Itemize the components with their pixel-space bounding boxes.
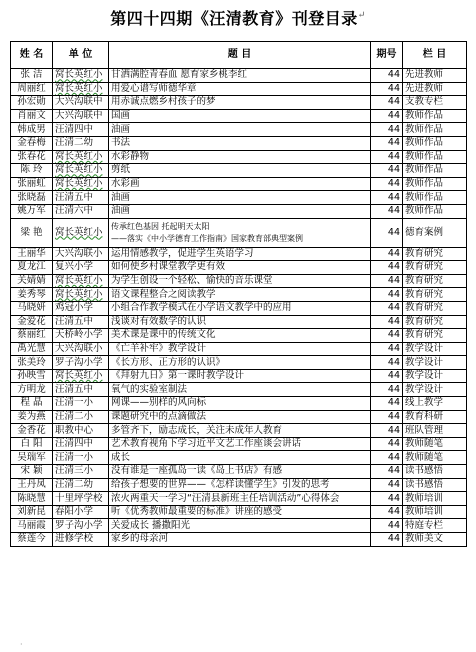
cell-unit	[53, 437, 109, 451]
cell-column: 教师作品	[403, 136, 467, 150]
cell-unit-text: 窝长英红小	[55, 288, 103, 300]
cell-unit	[53, 356, 109, 370]
cell-column: 教育研究	[403, 247, 467, 261]
cell-unit-text: 汪清一小	[55, 451, 94, 463]
header-column: 栏 目	[403, 42, 467, 69]
cell-unit-text: 大兴沟联小	[55, 342, 103, 354]
cell-topic: 油画	[109, 123, 371, 137]
cell-issue: 44	[371, 177, 403, 191]
cell-issue: 44	[371, 261, 403, 275]
cell-unit-text: 大兴沟联中	[55, 110, 103, 122]
table-row	[11, 383, 467, 397]
cell-name: 周丽红	[11, 82, 53, 96]
cell-issue: 44	[371, 369, 403, 383]
cell-issue: 44	[371, 356, 403, 370]
cell-name: 蔡丽红	[11, 329, 53, 343]
cell-topic: 如何使乡村课堂教学更有效	[109, 261, 371, 275]
cell-topic: 关爱成长 播撒阳光	[109, 519, 371, 533]
cell-unit-text: 汪清四中	[55, 438, 94, 450]
cell-unit	[53, 204, 109, 218]
table-row	[11, 492, 467, 506]
cell-topic: 书法	[109, 136, 371, 150]
page-title-text: 第四十四期《汪清教育》刊登目录	[110, 9, 358, 28]
cell-column: 读书感悟	[403, 478, 467, 492]
cell-issue: 44	[371, 315, 403, 329]
cell-issue: 44	[371, 123, 403, 137]
table-row	[11, 519, 467, 533]
cell-name: 张 洁	[11, 69, 53, 83]
cell-topic: 国画	[109, 109, 371, 123]
cell-name: 夏龙江	[11, 261, 53, 275]
cell-unit-text: 鸡冠小学	[55, 302, 94, 314]
table-row	[11, 69, 467, 83]
cell-name: 张美玲	[11, 356, 53, 370]
page-dot: ·	[20, 640, 23, 649]
cell-name: 肖丽文	[11, 109, 53, 123]
cell-topic: 《亡羊补牢》教学设计	[109, 342, 371, 356]
cell-topic: 没有谁是一座孤岛一读《岛上书店》有感	[109, 465, 371, 479]
cell-unit	[53, 247, 109, 261]
table-row	[11, 191, 467, 205]
cell-unit	[53, 164, 109, 178]
cell-name: 姚万军	[11, 204, 53, 218]
cell-name: 马丽霞	[11, 519, 53, 533]
cell-issue: 44	[371, 410, 403, 424]
cell-issue: 44	[371, 136, 403, 150]
table-row	[11, 397, 467, 411]
cell-topic: 油画	[109, 204, 371, 218]
cell-unit	[53, 191, 109, 205]
cell-issue: 44	[371, 96, 403, 110]
cell-topic: 多管齐下，励志成长，关注未成年人教育	[109, 424, 371, 438]
cell-unit-text: 汪清二幼	[55, 137, 94, 149]
cell-topic: 《长方形、正方形的认识》	[109, 356, 371, 370]
cell-name: 张春花	[11, 150, 53, 164]
table-row	[11, 329, 467, 343]
cell-column: 教育科研	[403, 410, 467, 424]
cell-unit	[53, 519, 109, 533]
cell-column: 教学设计	[403, 369, 467, 383]
table-row	[11, 261, 467, 275]
cell-column: 先进教师	[403, 82, 467, 96]
cell-topic: 氧气的实验室制法	[109, 383, 371, 397]
cell-unit-text: 汪清五中	[55, 315, 94, 327]
table-row	[11, 478, 467, 492]
table-row	[11, 136, 467, 150]
cell-column: 教师培训	[403, 492, 467, 506]
table-row	[11, 369, 467, 383]
table-row	[11, 204, 467, 218]
table-row	[11, 109, 467, 123]
cell-unit-text: 天桥岭小学	[55, 329, 103, 341]
cell-issue: 44	[371, 109, 403, 123]
cell-topic: 小组合作教学模式在小学语文教学中的应用	[109, 301, 371, 315]
cell-unit	[53, 451, 109, 465]
cell-unit	[53, 96, 109, 110]
cell-name: 禹光慧	[11, 342, 53, 356]
table-row	[11, 150, 467, 164]
cell-topic: 水彩静物	[109, 150, 371, 164]
cell-name: 马晓妍	[11, 301, 53, 315]
header-unit: 单 位	[53, 42, 109, 69]
cell-unit-text: 春阳小学	[55, 506, 94, 518]
cell-column: 教师作品	[403, 204, 467, 218]
cell-name: 韩成男	[11, 123, 53, 137]
cell-topic: 《拜射九日》第一课时教学设计	[109, 369, 371, 383]
cell-unit	[53, 123, 109, 137]
cell-column: 教师培训	[403, 505, 467, 519]
cell-column: 教师作品	[403, 177, 467, 191]
cell-unit-text: 窝长英红小	[55, 370, 103, 382]
cell-unit-text: 大兴沟联小	[55, 247, 103, 259]
cell-issue: 44	[371, 492, 403, 506]
cell-column: 教师美文	[403, 533, 467, 547]
cell-unit	[53, 505, 109, 519]
table-row	[11, 301, 467, 315]
cell-topic: 用赤诚点燃乡村孩子的梦	[109, 96, 371, 110]
cell-issue: 44	[371, 505, 403, 519]
cell-unit-text: 窝长英红小	[55, 82, 103, 94]
cell-unit-text: 罗子沟小学	[55, 356, 103, 368]
cell-topic: 美术课是课中的传统文化	[109, 329, 371, 343]
cell-unit-text: 汪清五中	[55, 383, 94, 395]
cell-unit	[53, 274, 109, 288]
cell-name: 关婧婧	[11, 274, 53, 288]
cell-issue: 44	[371, 424, 403, 438]
cell-topic: 给孩子想要的世界——《怎样读懂学生》引发的思考	[109, 478, 371, 492]
cell-name: 蔡莲今	[11, 533, 53, 547]
cell-column: 教师作品	[403, 191, 467, 205]
cell-column: 德育案例	[403, 218, 467, 247]
cell-unit	[53, 424, 109, 438]
cell-unit	[53, 342, 109, 356]
cell-unit	[53, 69, 109, 83]
cell-topic: 剪纸	[109, 164, 371, 178]
cell-topic: 用爱心谱写师德华章	[109, 82, 371, 96]
cell-issue: 44	[371, 478, 403, 492]
cell-name: 金香花	[11, 424, 53, 438]
cell-unit-text: 复兴小学	[55, 261, 94, 273]
cell-unit	[53, 465, 109, 479]
cell-unit-text: 汪清六中	[55, 205, 94, 217]
cell-issue: 44	[371, 342, 403, 356]
table-row	[11, 177, 467, 191]
table-row	[11, 505, 467, 519]
cell-column: 教师随笔	[403, 451, 467, 465]
cell-issue: 44	[371, 397, 403, 411]
table-row	[11, 218, 467, 247]
cell-unit	[53, 150, 109, 164]
cell-column: 教师作品	[403, 123, 467, 137]
cell-topic: 成长	[109, 451, 371, 465]
cell-name: 孙宏勋	[11, 96, 53, 110]
cell-name: 王丹凤	[11, 478, 53, 492]
paragraph-mark-icon: ↵	[357, 10, 366, 21]
cell-unit	[53, 261, 109, 275]
cell-column: 教育研究	[403, 301, 467, 315]
table-row	[11, 274, 467, 288]
cell-column: 教师作品	[403, 150, 467, 164]
cell-unit-text: 汪清二幼	[55, 478, 94, 490]
cell-unit-text: 进修学校	[55, 533, 94, 545]
header-name: 姓 名	[11, 42, 53, 69]
cell-unit-text: 汪清二小	[55, 410, 94, 422]
cell-unit	[53, 492, 109, 506]
cell-name: 姜为燕	[11, 410, 53, 424]
cell-unit	[53, 177, 109, 191]
table-row	[11, 123, 467, 137]
table-row	[11, 451, 467, 465]
cell-unit-text: 汪清一小	[55, 397, 94, 409]
cell-issue: 44	[371, 274, 403, 288]
cell-topic: 浓火两重天一学习“汪清县新班主任培训活动”心得体会	[109, 492, 371, 506]
cell-unit-text: 汪清三小	[55, 465, 94, 477]
table-row	[11, 82, 467, 96]
cell-issue: 44	[371, 329, 403, 343]
cell-topic: 听《优秀教师最重要的标准》讲座的感受	[109, 505, 371, 519]
cell-column: 教师作品	[403, 164, 467, 178]
cell-topic: 家乡的母亲河	[109, 533, 371, 547]
cell-issue: 44	[371, 204, 403, 218]
cell-topic: 课题研究中的点滴做法	[109, 410, 371, 424]
cell-name: 姜秀琴	[11, 288, 53, 302]
cell-issue: 44	[371, 191, 403, 205]
cell-issue: 44	[371, 82, 403, 96]
cell-unit	[53, 533, 109, 547]
cell-column: 教育研究	[403, 274, 467, 288]
table-row	[11, 533, 467, 547]
cell-column: 教育研究	[403, 329, 467, 343]
header-topic: 题 目	[109, 42, 371, 69]
cell-unit	[53, 288, 109, 302]
cell-column: 读书感悟	[403, 465, 467, 479]
table-row	[11, 96, 467, 110]
cell-unit	[53, 410, 109, 424]
cell-column: 线上教学	[403, 397, 467, 411]
cell-name: 孙映雪	[11, 369, 53, 383]
cell-unit	[53, 109, 109, 123]
cell-topic: 运用情感教学，促进学生英语学习	[109, 247, 371, 261]
cell-unit	[53, 478, 109, 492]
cell-issue: 44	[371, 218, 403, 247]
cell-issue: 44	[371, 69, 403, 83]
table-row	[11, 342, 467, 356]
table-row	[11, 465, 467, 479]
cell-issue: 44	[371, 164, 403, 178]
cell-name: 方明龙	[11, 383, 53, 397]
cell-column: 教育研究	[403, 261, 467, 275]
cell-topic: 油画	[109, 191, 371, 205]
cell-name: 张晓磊	[11, 191, 53, 205]
cell-unit	[53, 301, 109, 315]
cell-unit	[53, 383, 109, 397]
cell-topic: 艺术教育视角下学习近平文艺工作座谈会讲话	[109, 437, 371, 451]
cell-topic: 网课——别样的风向标	[109, 397, 371, 411]
cell-unit	[53, 315, 109, 329]
cell-issue: 44	[371, 301, 403, 315]
table-row	[11, 356, 467, 370]
cell-topic: 水彩画	[109, 177, 371, 191]
cell-column: 教学设计	[403, 342, 467, 356]
cell-topic-line1: 传承红色基因 托起明天太阳	[111, 221, 210, 231]
cell-issue: 44	[371, 288, 403, 302]
cell-name: 刘新昆	[11, 505, 53, 519]
toc-table	[10, 41, 467, 547]
cell-issue: 44	[371, 533, 403, 547]
cell-unit-text: 窝长英红小	[55, 150, 103, 162]
cell-name: 白 阳	[11, 437, 53, 451]
table-row	[11, 288, 467, 302]
cell-issue: 44	[371, 437, 403, 451]
cell-name: 张丽虹	[11, 177, 53, 191]
cell-unit	[53, 397, 109, 411]
cell-column: 教育研究	[403, 288, 467, 302]
cell-issue: 44	[371, 451, 403, 465]
table-row	[11, 164, 467, 178]
cell-column: 特庭专栏	[403, 519, 467, 533]
cell-unit-text: 窝长英红小	[55, 178, 103, 190]
cell-unit-text: 窝长英红小	[55, 69, 103, 81]
cell-unit	[53, 136, 109, 150]
cell-name: 梁 艳	[11, 218, 53, 247]
cell-topic	[109, 218, 371, 247]
cell-unit-text: 汪清四中	[55, 123, 94, 135]
header-row	[11, 42, 467, 69]
cell-name: 王丽华	[11, 247, 53, 261]
cell-topic: 语文课程整合之阅读教学	[109, 288, 371, 302]
cell-column: 教学设计	[403, 383, 467, 397]
cell-unit-text: 大兴沟联中	[55, 96, 103, 108]
cell-unit-text: 窝长英红小	[55, 164, 103, 176]
cell-unit-text: 窝长英红小	[55, 226, 103, 238]
table-row	[11, 410, 467, 424]
cell-issue: 44	[371, 465, 403, 479]
cell-column: 先进教师	[403, 69, 467, 83]
cell-column: 教学设计	[403, 356, 467, 370]
cell-name: 金春梅	[11, 136, 53, 150]
table-row	[11, 315, 467, 329]
cell-column: 支教专栏	[403, 96, 467, 110]
cell-unit	[53, 369, 109, 383]
cell-unit-text: 十里坪学校	[55, 492, 103, 504]
cell-name: 陈 玲	[11, 164, 53, 178]
table-row	[11, 437, 467, 451]
cell-unit-text: 汪清五中	[55, 191, 94, 203]
cell-column: 班队管理	[403, 424, 467, 438]
cell-column: 教育研究	[403, 315, 467, 329]
cell-unit	[53, 218, 109, 247]
cell-topic: 浅谈对有效数学的认识	[109, 315, 371, 329]
cell-unit	[53, 82, 109, 96]
cell-unit-text: 罗子沟小学	[55, 519, 103, 531]
cell-issue: 44	[371, 150, 403, 164]
cell-name: 吴瑞军	[11, 451, 53, 465]
cell-unit	[53, 329, 109, 343]
cell-name: 宋 颖	[11, 465, 53, 479]
cell-name: 程 晶	[11, 397, 53, 411]
cell-column: 教师随笔	[403, 437, 467, 451]
cell-name: 陈晓慧	[11, 492, 53, 506]
table-body	[11, 69, 467, 547]
cell-issue: 44	[371, 383, 403, 397]
table-row	[11, 424, 467, 438]
cell-name: 金爱花	[11, 315, 53, 329]
cell-topic-line2: ——落实《中小学德育工作指南》国家教育部典型案例	[111, 233, 303, 243]
table-row	[11, 247, 467, 261]
cell-unit-text: 窝长英红小	[55, 275, 103, 287]
page-title	[0, 6, 476, 29]
cell-unit-text: 职教中心	[55, 424, 94, 436]
cell-topic: 为学生创设一个轻松、愉快的音乐课堂	[109, 274, 371, 288]
cell-topic: 甘洒满腔青春血 愿育家乡桃李红	[109, 69, 371, 83]
cell-issue: 44	[371, 247, 403, 261]
cell-column: 教师作品	[403, 109, 467, 123]
cell-issue: 44	[371, 519, 403, 533]
header-issue: 期号	[371, 42, 403, 69]
